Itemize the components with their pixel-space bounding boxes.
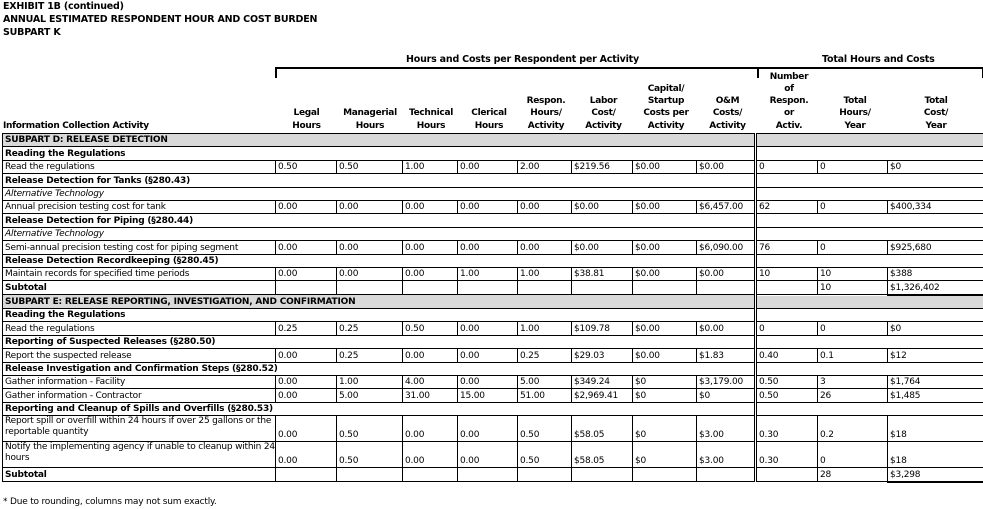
labor-cost-cell: $29.03 (572, 349, 633, 362)
activity-label: Report the suspected release (3, 349, 276, 362)
clerical-hours-cell: 0.00 (458, 416, 518, 442)
number-respondents-cell: 0.30 (757, 416, 818, 442)
number-respondents-cell: 0 (757, 160, 818, 173)
column-header-number: Number of Respon. or Activ. (769, 71, 809, 131)
subsection-row (3, 187, 983, 200)
technical-hours-cell: 4.00 (403, 376, 458, 389)
total-hours-cell: 0 (818, 241, 888, 254)
legal-hours-cell: 0.50 (276, 160, 337, 173)
table-row (3, 442, 983, 468)
technical-hours-cell: 0.00 (403, 416, 458, 442)
number-respondents-cell: 0.50 (757, 389, 818, 402)
number-respondents-cell: 0.30 (757, 442, 818, 468)
empty-cell (757, 309, 983, 322)
respon-hours-cell: 0.00 (518, 200, 572, 213)
section-label: Reporting and Cleanup of Spills and Overfills (§280.53) (3, 402, 755, 415)
table-row (3, 322, 983, 335)
technical-hours-cell (403, 281, 458, 295)
legal-hours-cell: 0.00 (276, 241, 337, 254)
activity-label: Report spill or overfill within 24 hours if over 25 gallons or the reportable quantity (3, 416, 276, 442)
section-row (3, 214, 983, 227)
om-cost-cell: $6,457.00 (697, 200, 755, 213)
column-header-total-hours: Total Hours/ Year (839, 96, 871, 131)
empty-cell (757, 214, 983, 227)
managerial-hours-cell: 0.50 (337, 160, 403, 173)
total-hours-cell: 0 (818, 442, 888, 468)
managerial-hours-cell: 0.25 (337, 349, 403, 362)
labor-cost-cell (572, 281, 633, 295)
activity-label: Subtotal (3, 281, 276, 295)
empty-cell (757, 134, 983, 147)
clerical-hours-cell: 0.00 (458, 241, 518, 254)
activity-label: Gather information - Contractor (3, 389, 276, 402)
clerical-hours-cell: 0.00 (458, 160, 518, 173)
total-hours-cell: 0 (818, 322, 888, 335)
table-row (3, 267, 983, 280)
managerial-hours-cell: 0.00 (337, 267, 403, 280)
total-cost-cell: $18 (888, 416, 983, 442)
empty-cell (757, 295, 983, 309)
total-hours-cell: 0 (818, 160, 888, 173)
technical-hours-cell: 0.00 (403, 267, 458, 280)
managerial-hours-cell: 0.50 (337, 416, 403, 442)
labor-cost-cell: $58.05 (572, 416, 633, 442)
technical-hours-cell: 31.00 (403, 389, 458, 402)
labor-cost-cell: $0.00 (572, 241, 633, 254)
total-cost-cell: $388 (888, 267, 983, 280)
activity-label: Annual precision testing cost for tank (3, 200, 276, 213)
empty-cell (757, 174, 983, 187)
activity-label: Subtotal (3, 468, 276, 482)
respon-hours-cell: 1.00 (518, 267, 572, 280)
technical-hours-cell: 0.00 (403, 349, 458, 362)
section-label: Reading the Regulations (3, 147, 755, 160)
section-row (3, 335, 983, 348)
total-cost-cell: $0 (888, 322, 983, 335)
labor-cost-cell: $38.81 (572, 267, 633, 280)
clerical-hours-cell: 15.00 (458, 389, 518, 402)
legal-hours-cell (276, 281, 337, 295)
column-header-total-cost: Total Cost/ Year (923, 96, 949, 131)
capital-cost-cell: $0.00 (633, 160, 697, 173)
technical-hours-cell: 0.00 (403, 200, 458, 213)
number-respondents-cell: 0 (757, 322, 818, 335)
group-header-total: Total Hours and Costs (822, 54, 935, 65)
technical-hours-cell: 0.50 (403, 322, 458, 335)
exhibit-subpart: SUBPART K (3, 27, 61, 38)
clerical-hours-cell (458, 468, 518, 482)
om-cost-cell: $0.00 (697, 160, 755, 173)
managerial-hours-cell (337, 468, 403, 482)
number-respondents-cell: 10 (757, 267, 818, 280)
capital-cost-cell: $0 (633, 376, 697, 389)
subtotal-row (3, 468, 983, 482)
burden-table (2, 133, 983, 483)
total-hours-cell: 26 (818, 389, 888, 402)
managerial-hours-cell (337, 281, 403, 295)
om-cost-cell (697, 281, 755, 295)
respon-hours-cell: 0.50 (518, 416, 572, 442)
total-cost-cell: $0 (888, 160, 983, 173)
om-cost-cell: $0.00 (697, 322, 755, 335)
table-row (3, 160, 983, 173)
total-hours-cell: 0 (818, 200, 888, 213)
activity-label: Gather information - Facility (3, 376, 276, 389)
total-cost-cell: $3,298 (888, 468, 983, 482)
section-row (3, 147, 983, 160)
labor-cost-cell: $2,969.41 (572, 389, 633, 402)
respon-hours-cell: 1.00 (518, 322, 572, 335)
technical-hours-cell: 0.00 (403, 241, 458, 254)
respon-hours-cell: 5.00 (518, 376, 572, 389)
managerial-hours-cell: 0.00 (337, 200, 403, 213)
technical-hours-cell: 0.00 (403, 442, 458, 468)
legal-hours-cell (276, 468, 337, 482)
activity-label: Notify the implementing agency if unable to cleanup within 24 hours (3, 442, 276, 468)
legal-hours-cell: 0.00 (276, 200, 337, 213)
clerical-hours-cell (458, 281, 518, 295)
section-label: Reporting of Suspected Releases (§280.50) (3, 335, 755, 348)
table-body (3, 134, 983, 482)
column-header-respon-hours: Respon. Hours/ Activity (526, 96, 566, 131)
column-header-technical: Technical Hours (408, 108, 454, 131)
group-header-per-respondent: Hours and Costs per Respondent per Activity (406, 54, 640, 65)
legal-hours-cell: 0.00 (276, 416, 337, 442)
section-label: Alternative Technology (3, 227, 755, 240)
capital-cost-cell (633, 281, 697, 295)
om-cost-cell: $1.83 (697, 349, 755, 362)
column-header-legal: Legal Hours (292, 108, 321, 131)
legal-hours-cell: 0.00 (276, 267, 337, 280)
total-hours-cell: 10 (818, 281, 888, 295)
respon-hours-cell (518, 281, 572, 295)
labor-cost-cell (572, 468, 633, 482)
number-respondents-cell (757, 468, 818, 482)
clerical-hours-cell: 0.00 (458, 442, 518, 468)
footnote: * Due to rounding, columns may not sum exactly. (3, 497, 217, 507)
om-cost-cell: $3,179.00 (697, 376, 755, 389)
om-cost-cell: $6,090.00 (697, 241, 755, 254)
group-bracket-per-respondent (275, 67, 759, 78)
empty-cell (757, 362, 983, 375)
total-cost-cell: $1,764 (888, 376, 983, 389)
legal-hours-cell: 0.00 (276, 389, 337, 402)
table-row (3, 389, 983, 402)
om-cost-cell: $0.00 (697, 267, 755, 280)
exhibit-title: EXHIBIT 1B (continued) (3, 1, 124, 12)
total-cost-cell: $12 (888, 349, 983, 362)
labor-cost-cell: $109.78 (572, 322, 633, 335)
total-hours-cell: 0.2 (818, 416, 888, 442)
exhibit-subtitle: ANNUAL ESTIMATED RESPONDENT HOUR AND COST BURDEN (3, 14, 318, 25)
empty-cell (757, 254, 983, 267)
column-header-labor-cost: Labor Cost/ Activity (585, 96, 622, 131)
total-hours-cell: 3 (818, 376, 888, 389)
section-label: Alternative Technology (3, 187, 755, 200)
managerial-hours-cell: 0.50 (337, 442, 403, 468)
managerial-hours-cell: 1.00 (337, 376, 403, 389)
table-row (3, 349, 983, 362)
respon-hours-cell: 0.00 (518, 241, 572, 254)
labor-cost-cell: $219.56 (572, 160, 633, 173)
labor-cost-cell: $0.00 (572, 200, 633, 213)
section-label: Release Investigation and Confirmation Steps (§280.52) (3, 362, 755, 375)
subtotal-row (3, 281, 983, 295)
om-cost-cell: $3.00 (697, 442, 755, 468)
subpart-label: SUBPART D: RELEASE DETECTION (3, 134, 755, 147)
total-cost-cell: $400,334 (888, 200, 983, 213)
capital-cost-cell (633, 468, 697, 482)
section-label: Reading the Regulations (3, 309, 755, 322)
technical-hours-cell (403, 468, 458, 482)
clerical-hours-cell: 0.00 (458, 322, 518, 335)
section-label: Release Detection for Tanks (§280.43) (3, 174, 755, 187)
respon-hours-cell: 2.00 (518, 160, 572, 173)
managerial-hours-cell: 0.25 (337, 322, 403, 335)
capital-cost-cell: $0.00 (633, 267, 697, 280)
table-row (3, 376, 983, 389)
table-row (3, 416, 983, 442)
section-row (3, 402, 983, 415)
total-cost-cell: $18 (888, 442, 983, 468)
empty-cell (757, 402, 983, 415)
section-label: Release Detection Recordkeeping (§280.45) (3, 254, 755, 267)
activity-label: Maintain records for specified time periods (3, 267, 276, 280)
respon-hours-cell: 0.50 (518, 442, 572, 468)
capital-cost-cell: $0.00 (633, 349, 697, 362)
total-hours-cell: 10 (818, 267, 888, 280)
column-header-om-costs: O&M Costs/ Activity (709, 96, 746, 131)
clerical-hours-cell: 0.00 (458, 200, 518, 213)
capital-cost-cell: $0.00 (633, 241, 697, 254)
table-row (3, 200, 983, 213)
subsection-row (3, 227, 983, 240)
capital-cost-cell: $0 (633, 442, 697, 468)
capital-cost-cell: $0.00 (633, 200, 697, 213)
legal-hours-cell: 0.00 (276, 376, 337, 389)
section-row (3, 254, 983, 267)
legal-hours-cell: 0.25 (276, 322, 337, 335)
managerial-hours-cell: 0.00 (337, 241, 403, 254)
activity-label: Read the regulations (3, 322, 276, 335)
labor-cost-cell: $58.05 (572, 442, 633, 468)
clerical-hours-cell: 0.00 (458, 376, 518, 389)
number-respondents-cell (757, 281, 818, 295)
column-header-capital-costs: Capital/ Startup Costs per Activity (643, 83, 689, 131)
capital-cost-cell: $0 (633, 416, 697, 442)
empty-cell (757, 335, 983, 348)
subpart-row (3, 134, 983, 147)
number-respondents-cell: 62 (757, 200, 818, 213)
table-row (3, 241, 983, 254)
subpart-row (3, 295, 983, 309)
number-respondents-cell: 0.50 (757, 376, 818, 389)
section-row (3, 309, 983, 322)
subpart-label: SUBPART E: RELEASE REPORTING, INVESTIGATION, AND CONFIRMATION (3, 295, 755, 309)
om-cost-cell (697, 468, 755, 482)
technical-hours-cell: 1.00 (403, 160, 458, 173)
total-hours-cell: 28 (818, 468, 888, 482)
clerical-hours-cell: 1.00 (458, 267, 518, 280)
respon-hours-cell: 51.00 (518, 389, 572, 402)
empty-cell (757, 187, 983, 200)
total-cost-cell: $925,680 (888, 241, 983, 254)
number-respondents-cell: 76 (757, 241, 818, 254)
empty-cell (757, 147, 983, 160)
clerical-hours-cell: 0.00 (458, 349, 518, 362)
capital-cost-cell: $0 (633, 389, 697, 402)
column-header-managerial: Managerial Hours (343, 108, 397, 131)
capital-cost-cell: $0.00 (633, 322, 697, 335)
total-cost-cell: $1,485 (888, 389, 983, 402)
labor-cost-cell: $349.24 (572, 376, 633, 389)
total-hours-cell: 0.1 (818, 349, 888, 362)
total-cost-cell: $1,326,402 (888, 281, 983, 295)
managerial-hours-cell: 5.00 (337, 389, 403, 402)
section-row (3, 174, 983, 187)
respon-hours-cell (518, 468, 572, 482)
number-respondents-cell: 0.40 (757, 349, 818, 362)
legal-hours-cell: 0.00 (276, 442, 337, 468)
om-cost-cell: $3.00 (697, 416, 755, 442)
activity-label: Read the regulations (3, 160, 276, 173)
respon-hours-cell: 0.25 (518, 349, 572, 362)
section-row (3, 362, 983, 375)
om-cost-cell: $0 (697, 389, 755, 402)
activity-label: Semi-annual precision testing cost for piping segment (3, 241, 276, 254)
section-label: Release Detection for Piping (§280.44) (3, 214, 755, 227)
legal-hours-cell: 0.00 (276, 349, 337, 362)
column-header-activity: Information Collection Activity (3, 120, 149, 131)
empty-cell (757, 227, 983, 240)
column-header-clerical: Clerical Hours (471, 108, 507, 131)
